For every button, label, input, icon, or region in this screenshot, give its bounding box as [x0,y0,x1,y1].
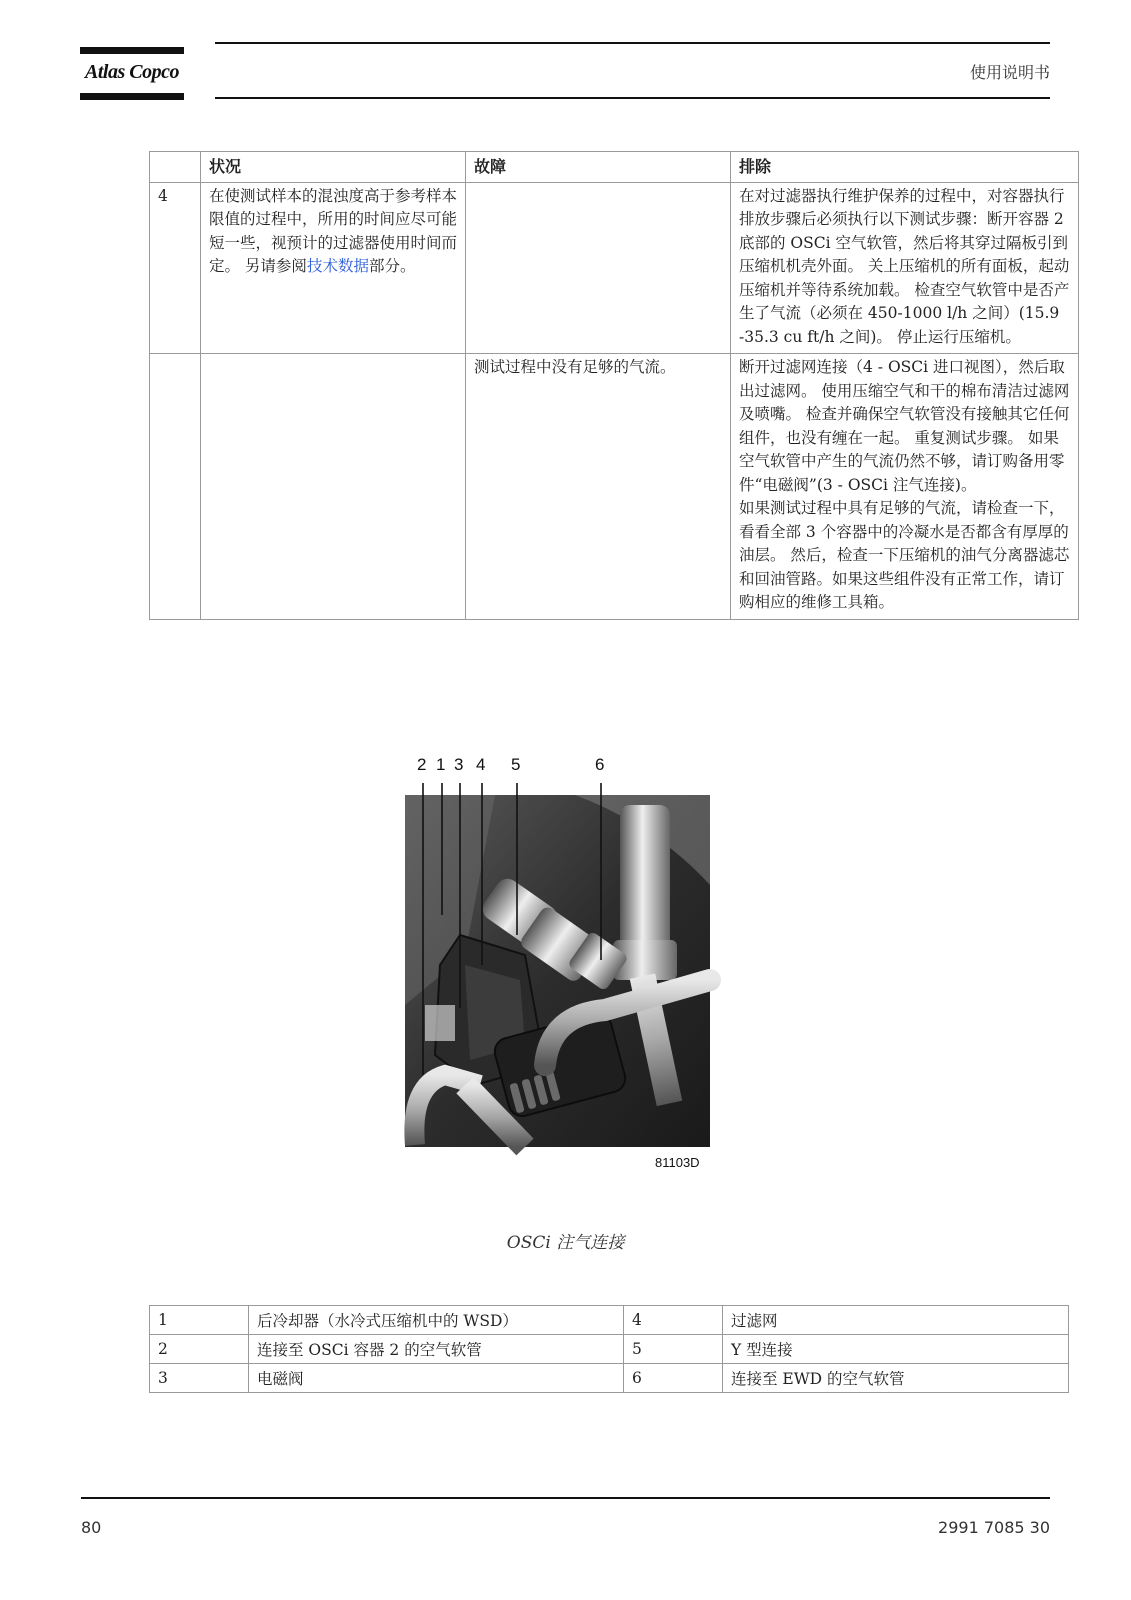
table-header-row [150,152,1079,183]
legend-row [150,1335,1069,1364]
header-fault: 故障 [466,152,731,183]
remedy-cell [731,354,1079,620]
legend-description: 后冷却器（水冷式压缩机中的 WSD） [249,1306,624,1335]
remedy-paragraph: 如果测试过程中具有足够的气流，请检查一下，看看全部 3 个容器中的冷凝水是否都含有厚厚的油层。 然后，检查一下压缩机的油气分离器滤芯和回油管路。如果这些组件没有正常工作，请订购相应的维修工具箱。 [739,499,1070,611]
logo-bar-top [80,47,184,54]
legend-table [149,1305,1069,1393]
header-rule-bottom [215,97,1050,99]
legend-description: Y 型连接 [723,1335,1069,1364]
legend-number: 6 [624,1364,723,1393]
callout-4: 4 [476,755,486,774]
row-number [150,354,201,620]
osci-connection-figure [405,755,735,1195]
logo-bar-bottom [80,93,184,100]
legend-number: 1 [150,1306,249,1335]
fault-cell [466,182,731,354]
callout-1: 1 [436,755,446,774]
legend-description: 过滤网 [723,1306,1069,1335]
legend-number: 2 [150,1335,249,1364]
remedy-paragraph: 断开过滤网连接（4 - OSCi 进口视图），然后取出过滤网。 使用压缩空气和干的棉布清洁过滤网及喷嘴。 检查并确保空气软管没有接触其它任何组件，也没有缠在一起。 重复测试步骤。 如果空气软管中产生的气流仍然不够，请订购备用零件“电磁阀”(3 - OSCi 注气连接)。 [739,358,1070,494]
legend-number: 3 [150,1364,249,1393]
callout-6: 6 [595,755,605,774]
condition-cell [201,182,466,354]
legend-row [150,1306,1069,1335]
table-row [150,182,1079,354]
table-row [150,354,1079,620]
callout-3: 3 [454,755,464,774]
legend-description: 电磁阀 [249,1364,624,1393]
fault-cell: 测试过程中没有足够的气流。 [466,354,731,620]
document-number: 2991 7085 30 [938,1518,1050,1537]
remedy-cell: 在对过滤器执行维护保养的过程中，对容器执行排放步骤后必须执行以下测试步骤：断开容器 2 底部的 OSCi 空气软管，然后将其穿过隔板引到压缩机机壳外面。 关上压缩机的所有面板，起动压缩机并等待系统加载。 检查空气软管中是否产生了气流（必须在 450-1000 l/h 之间）(15.9 -35.3 cu ft/h 之间)。 停止运行压缩机。 [731,182,1079,354]
condition-cell [201,354,466,620]
header-remedy: 排除 [731,152,1079,183]
header-rule-top [215,42,1050,44]
header-condition: 状况 [201,152,466,183]
row-number: 4 [150,182,201,354]
atlas-copco-logo [80,47,184,100]
legend-description: 连接至 OSCi 容器 2 的空气软管 [249,1335,624,1364]
legend-description: 连接至 EWD 的空气软管 [723,1364,1069,1393]
legend-number: 4 [624,1306,723,1335]
figure-caption: OSCi 注气连接 [506,1233,625,1253]
image-code: 81103D [655,1155,700,1170]
callout-2: 2 [417,755,427,774]
condition-suffix: 部分。 [368,257,416,275]
callout-5: 5 [511,755,521,774]
condition-text: 在使测试样本的混浊度高于参考样本限值的过程中，所用的时间应尽可能短一些，视预计的过滤器使用时间而定。 另请参阅 [209,186,458,275]
troubleshooting-table [149,151,1079,620]
legend-row [150,1364,1069,1393]
technical-data-link[interactable]: 技术数据 [306,257,369,275]
page-number: 80 [81,1518,102,1537]
logo-text: Atlas Copco [85,61,179,83]
footer-rule [81,1497,1050,1499]
legend-number: 5 [624,1335,723,1364]
document-type: 使用说明书 [969,63,1050,82]
header-number [150,152,201,183]
